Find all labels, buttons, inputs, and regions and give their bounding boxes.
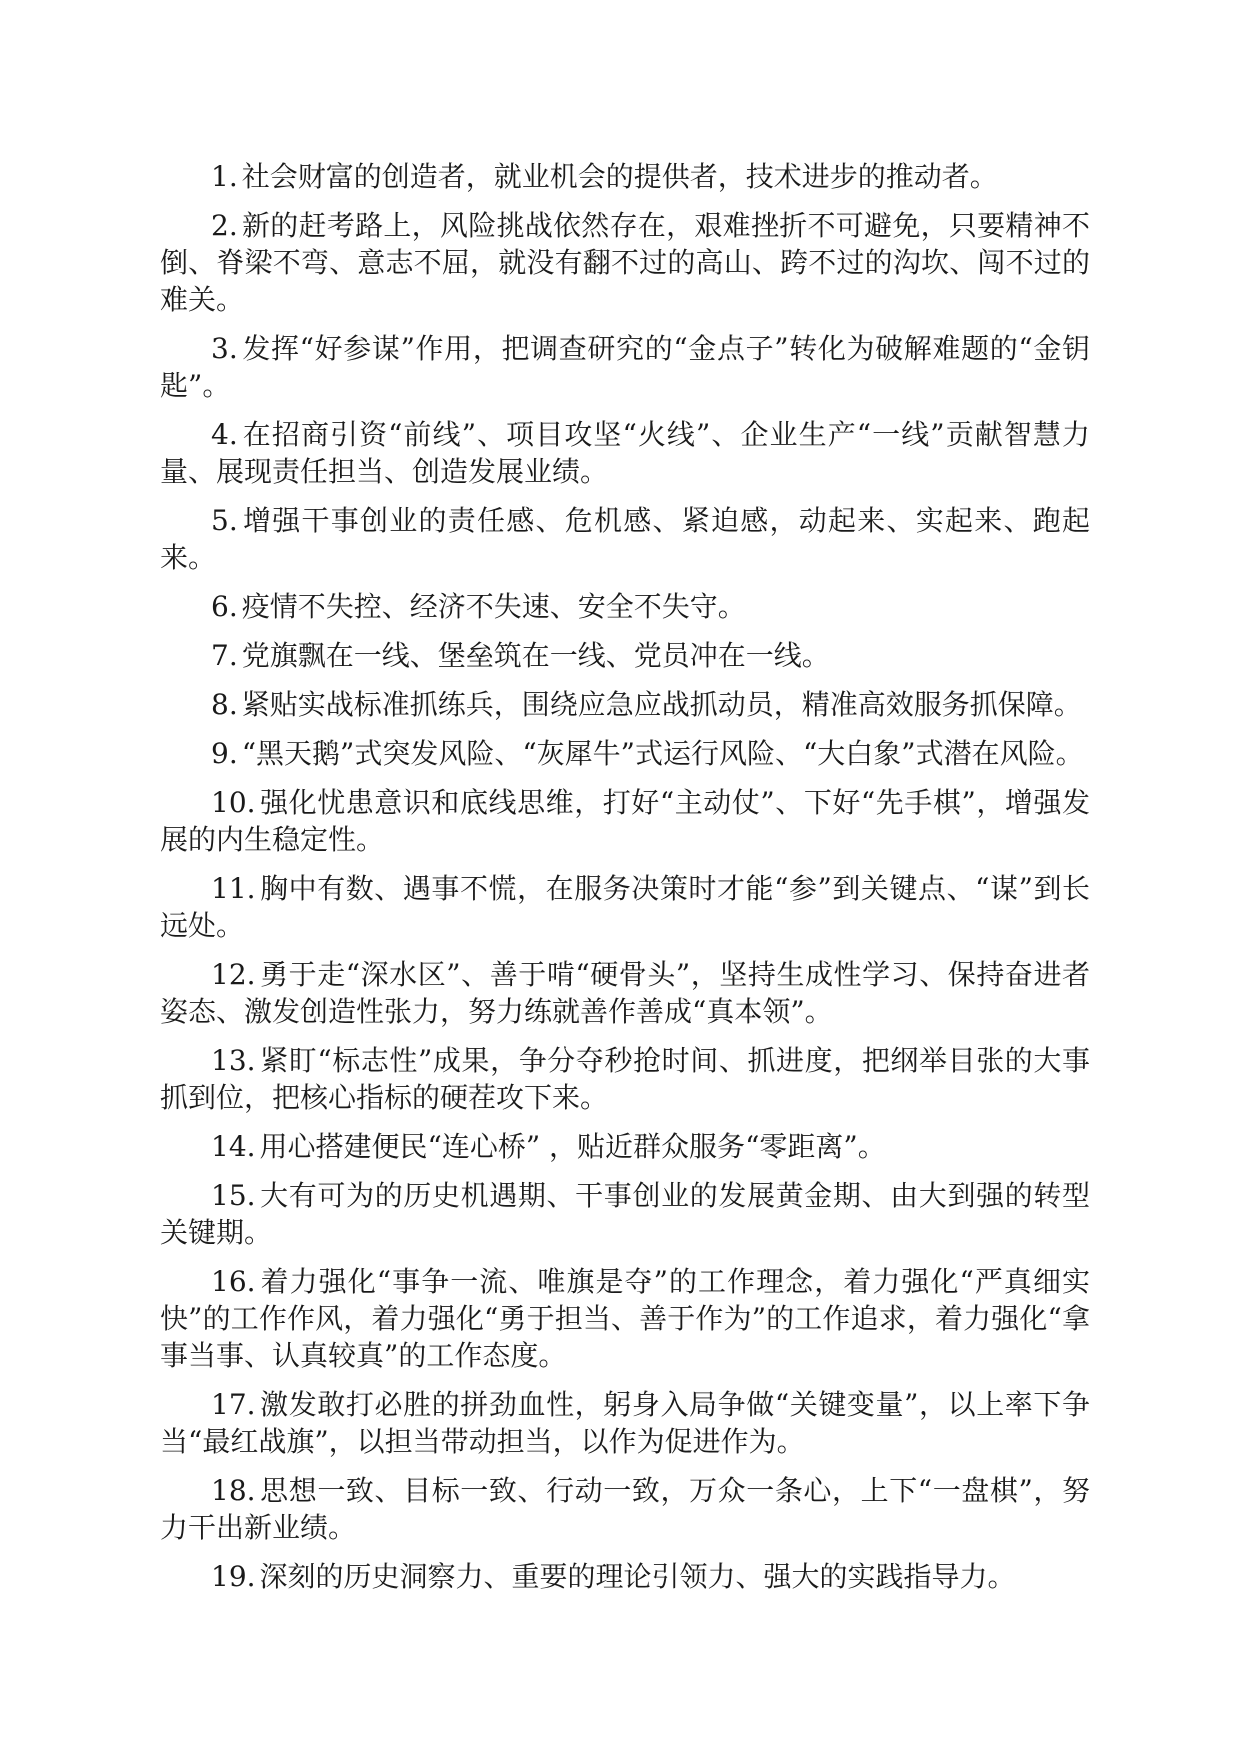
item-text: 在招商引资“前线”、项目攻坚“火线”、企业生产“一线”贡献智慧力量、展现责任担当、创造发展业绩。 <box>160 418 1090 488</box>
item-text: 强化忧患意识和底线思维，打好“主动仗”、下好“先手棋”，增强发展的内生稳定性。 <box>160 786 1090 856</box>
list-item <box>160 158 1090 195</box>
item-number: 5. <box>211 504 238 537</box>
item-number: 1. <box>211 160 238 193</box>
item-text: 紧贴实战标准抓练兵，围绕应急应战抓动员，精准高效服务抓保障。 <box>241 688 1082 721</box>
list-item <box>160 784 1090 858</box>
list-item <box>160 330 1090 404</box>
item-number: 11. <box>211 872 256 905</box>
item-text: 增强干事创业的责任感、危机感、紧迫感，动起来、实起来、跑起来。 <box>160 504 1090 574</box>
list-item <box>160 870 1090 944</box>
item-text: 深刻的历史洞察力、重要的理论引领力、强大的实践指导力。 <box>259 1560 1016 1593</box>
item-number: 2. <box>211 209 238 242</box>
item-number: 18. <box>211 1474 256 1507</box>
item-number: 13. <box>211 1044 256 1077</box>
item-text: 勇于走“深水区”、善于啃“硬骨头”，坚持生成性学习、保持奋进者姿态、激发创造性张力，努力练就善作善成“真本领”。 <box>160 958 1090 1028</box>
item-text: 胸中有数、遇事不慌，在服务决策时才能“参”到关键点、“谋”到长远处。 <box>160 872 1090 942</box>
item-text: 紧盯“标志性”成果，争分夺秒抢时间、抓进度，把纲举目张的大事抓到位，把核心指标的硬茬攻下来。 <box>160 1044 1090 1114</box>
document-body <box>160 158 1090 1607</box>
item-number: 19. <box>211 1560 256 1593</box>
item-text: 社会财富的创造者，就业机会的提供者，技术进步的推动者。 <box>241 160 998 193</box>
list-item <box>160 637 1090 674</box>
item-text: 新的赶考路上，风险挑战依然存在，艰难挫折不可避免，只要精神不倒、脊梁不弯、意志不屈，就没有翻不过的高山、跨不过的沟坎、闯不过的难关。 <box>160 209 1090 316</box>
item-number: 14. <box>211 1130 256 1163</box>
item-text: 思想一致、目标一致、行动一致，万众一条心，上下“一盘棋”，努力干出新业绩。 <box>160 1474 1090 1544</box>
list-item <box>160 1386 1090 1460</box>
item-number: 4. <box>211 418 238 451</box>
item-number: 9. <box>211 737 238 770</box>
item-text: 发挥“好参谋”作用，把调查研究的“金点子”转化为破解难题的“金钥匙”。 <box>160 332 1090 402</box>
item-text: 激发敢打必胜的拼劲血性，躬身入局争做“关键变量”，以上率下争当“最红战旗”，以担当带动担当，以作为促进作为。 <box>160 1388 1090 1458</box>
list-item <box>160 502 1090 576</box>
list-item <box>160 588 1090 625</box>
list-item <box>160 416 1090 490</box>
list-item <box>160 207 1090 318</box>
list-item <box>160 1558 1090 1595</box>
item-number: 16. <box>211 1265 256 1298</box>
list-item <box>160 1128 1090 1165</box>
item-number: 6. <box>211 590 238 623</box>
item-text: 大有可为的历史机遇期、干事创业的发展黄金期、由大到强的转型关键期。 <box>160 1179 1090 1249</box>
list-item <box>160 1177 1090 1251</box>
item-number: 12. <box>211 958 256 991</box>
list-item <box>160 1263 1090 1374</box>
item-number: 8. <box>211 688 238 721</box>
item-number: 17. <box>211 1388 256 1421</box>
list-item <box>160 1472 1090 1546</box>
item-text: 疫情不失控、经济不失速、安全不失守。 <box>241 590 746 623</box>
list-item <box>160 956 1090 1030</box>
item-number: 3. <box>211 332 238 365</box>
item-text: 着力强化“事争一流、唯旗是夺”的工作理念，着力强化“严真细实快”的工作作风，着力强化“勇于担当、善于作为”的工作追求，着力强化“拿事当事、认真较真”的工作态度。 <box>160 1265 1090 1372</box>
item-number: 7. <box>211 639 238 672</box>
item-text: “黑天鹅”式突发风险、“灰犀牛”式运行风险、“大白象”式潜在风险。 <box>241 737 1084 770</box>
item-text: 党旗飘在一线、堡垒筑在一线、党员冲在一线。 <box>241 639 830 672</box>
item-number: 15. <box>211 1179 256 1212</box>
list-item <box>160 686 1090 723</box>
list-item <box>160 735 1090 772</box>
list-item <box>160 1042 1090 1116</box>
item-number: 10. <box>211 786 256 819</box>
item-text: 用心搭建便民“连心桥” ，贴近群众服务“零距离”。 <box>259 1130 886 1163</box>
